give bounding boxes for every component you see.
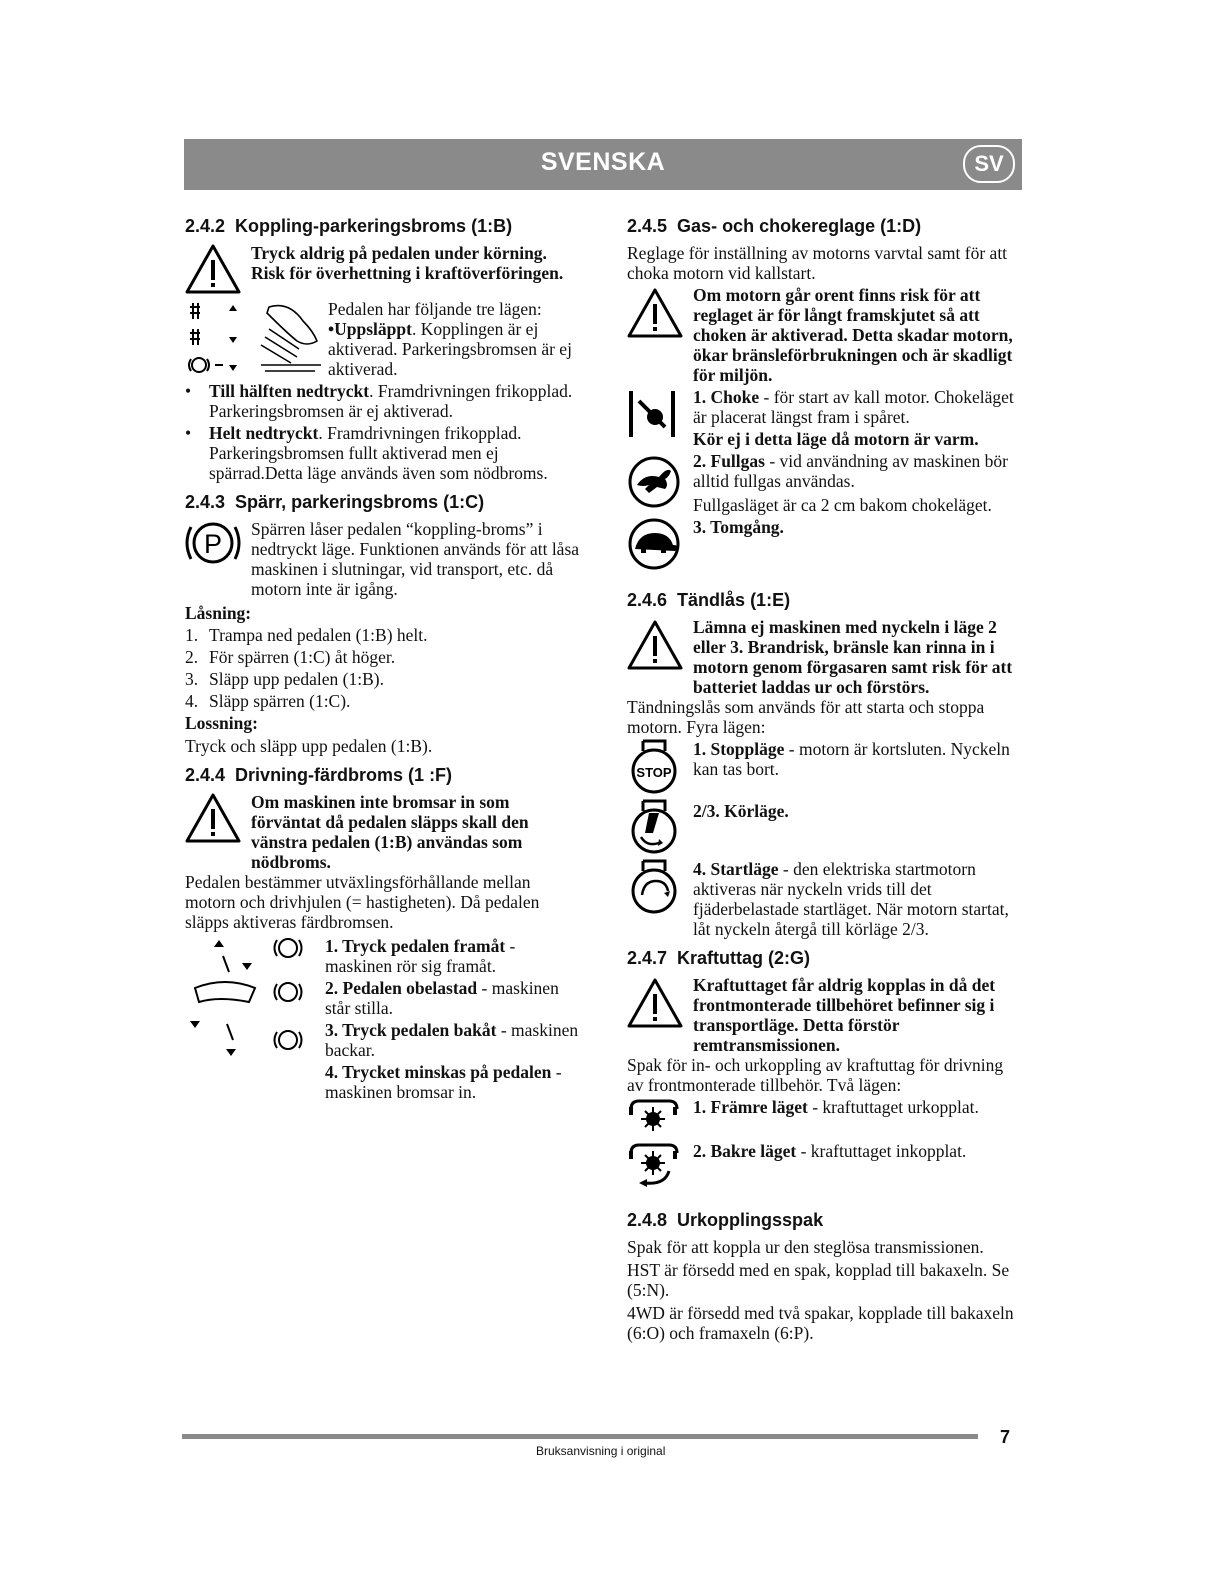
warning-triangle-icon [185,243,251,295]
pto-front-block [627,1097,1022,1133]
list-item: 4. Trycket minskas på pedalen - maskinen bromsar in. [325,1062,562,1102]
list-item: 2. För spärren (1:C) åt höger. [185,647,396,667]
start-position-block [627,859,1022,939]
drive-pedal-states [185,936,580,1102]
language-badge: SV [963,145,1015,183]
warning-text: Kraftuttaget får aldrig kopplas in då det frontmonterade tillbehöret befinner sig i transportläge. Detta förstör remtransmissionen. [693,975,996,1055]
tortoise-icon [627,517,693,571]
warning-triangle-icon [185,792,251,844]
footer-text: Bruksanvisning i original [536,1444,666,1458]
pto-front-text: 1. Främre läget - kraftuttaget urkopplat. [693,1097,979,1117]
pto-back-text: 2. Bakre läget - kraftuttaget inkopplat. [693,1141,967,1161]
parking-lock-text: Spärren låser pedalen “koppling-broms” i nedtryckt läge. Funktionen används för att låsa maskinen i slutningar, vid transport, etc. då motorn inte är igång. [251,519,580,599]
stop-position-block [627,739,1022,795]
lock-heading: Låsning: [185,603,252,623]
warning-text: Om motorn går orent finns risk för att reglaget är för långt framskjutet så att choken är aktiverad. Detta skadar motorn, ökar bränsleförbrukningen och är skadligt för miljön. [693,285,1013,385]
pedal-state-list [185,381,580,483]
choke-warning: Kör ej i detta läge då motorn är varm. [693,429,979,449]
left-column [185,215,580,1102]
section-heading-2-4-5: 2.4.5 Gas- och chokereglage (1:D) [627,216,922,236]
list-item: • Helt nedtryckt. Framdrivningen frikopplad. Parkeringsbromsen fullt aktiverad men ej spärrad.Detta läge används även som nödbroms. [185,423,580,483]
full-throttle-note: Fullgasläget är ca 2 cm bakom chokeläget. [693,495,992,515]
run-key-icon [627,799,693,855]
stop-key-icon [627,739,693,795]
warning-text: Tryck aldrig på pedalen under körning. Risk för överhettning i kraftöverföringen. [251,243,564,283]
full-throttle-text: 2. Fullgas - vid användning av maskinen bör alltid fullgas användas. [693,451,1008,491]
warning-text: Lämna ej maskinen med nyckeln i läge 2 eller 3. Brandrisk, bränsle kan rinna in i motorn genom förgasaren samt risk för att batteriet laddas ur och förstörs. [693,617,1013,697]
section-heading-2-4-3: 2.4.3 Spärr, parkeringsbroms (1:C) [185,492,485,512]
section-heading-2-4-4: 2.4.4 Drivning-färdbroms (1 :F) [185,765,453,785]
svg-text:P: P [203,529,223,559]
page-header [184,139,1022,190]
idle-block [627,517,1022,571]
pto-intro: Spak för in- och urkoppling av kraftuttag för drivning av frontmonterade tillbehör. Två lägen: [627,1055,1004,1095]
warning-block [627,617,1022,697]
start-key-icon [627,859,693,915]
list-item: 3. Tryck pedalen bakåt - maskinen backar. [325,1020,579,1060]
warning-triangle-icon [627,285,693,339]
parking-lock-block [185,519,580,599]
section-heading-2-4-6: 2.4.6 Tändlås (1:E) [627,590,791,610]
choke-block [627,387,1022,449]
pedal-states-text: Pedalen har följande tre lägen: •Uppsläppt. Kopplingen är ej aktiverad. Parkeringsbromsen är ej aktiverad. [328,299,572,379]
pedal-states [185,299,580,379]
release-lever-p1: Spak för att koppla ur den steglösa transmissionen. [627,1237,984,1257]
list-item: 1. Tryck pedalen framåt - maskinen rör sig framåt. [325,936,516,976]
right-column [627,215,1022,1343]
idle-text: 3. Tomgång. [693,517,784,537]
run-position-text: 2/3. Körläge. [693,801,789,821]
list-item: 4. Släpp spärren (1:C). [185,691,351,711]
list-item: • Till hälften nedtryckt. Framdrivningen frikopplad. Parkeringsbromsen är ej aktiverad. [185,381,580,421]
warning-block [627,285,1022,385]
throttle-intro: Reglage för inställning av motorns varvtal samt för att choka motorn vid kallstart. [627,243,1008,283]
drive-pedal-items [325,936,580,1102]
choke-icon [627,387,693,441]
warning-block [627,975,1022,1055]
hare-icon [627,451,693,509]
drive-pedal-text: Pedalen bestämmer utväxlingsförhållande mellan motorn och drivhjulen (= hastigheten). Då pedalen släpps aktiveras färdbromsen. [185,872,540,932]
pto-back-block [627,1141,1022,1189]
stop-position-text: 1. Stoppläge - motorn är kortsluten. Nyckeln kan tas bort. [693,739,1010,779]
run-position-block [627,799,1022,855]
list-item: 1. Trampa ned pedalen (1:B) helt. [185,625,428,645]
section-heading-2-4-2: 2.4.2 Koppling-parkeringsbroms (1:B) [185,216,513,236]
release-lever-p3: 4WD är försedd med två spakar, kopplade till bakaxeln (6:O) och framaxeln (6:P). [627,1303,1014,1343]
section-heading-2-4-7: 2.4.7 Kraftuttag (2:G) [627,948,811,968]
section-heading-2-4-8: 2.4.8 Urkopplingsspak [627,1210,824,1230]
parking-brake-icon [185,519,251,567]
warning-triangle-icon [627,617,693,671]
warning-block [185,792,580,872]
footer-rule [182,1434,978,1439]
release-text: Tryck och släpp upp pedalen (1:B). [185,736,433,756]
choke-text: 1. Choke - för start av kall motor. Chokeläget är placerat längst fram i spåret. [693,387,1014,427]
pto-engaged-icon [627,1141,693,1189]
release-lever-p2: HST är försedd med en spak, kopplad till bakaxeln. Se (5:N). [627,1260,1010,1300]
warning-triangle-icon [627,975,693,1029]
start-position-text: 4. Startläge - den elektriska startmotorn aktiveras när nyckeln vrids till det fjäderbelastade startläget. När motorn startat, låt nyckeln återgå till körläge 2/3. [693,859,1009,939]
ignition-intro: Tändningslås som används för att starta och stoppa motorn. Fyra lägen: [627,697,985,737]
warning-block [185,243,580,295]
language-title: SVENSKA [540,148,666,176]
list-item: 2. Pedalen obelastad - maskinen står stilla. [325,978,559,1018]
full-throttle-block [627,451,1022,515]
pto-disengaged-icon [627,1097,693,1133]
list-item: 3. Släpp upp pedalen (1:B). [185,669,384,689]
page-number: 7 [1000,1427,1011,1447]
stop-icon-label: STOP [636,765,672,780]
warning-text: Om maskinen inte bromsar in som förväntat då pedalen släpps skall den vänstra pedalen (1:B) användas som nödbroms. [251,792,529,872]
drive-pedal-icon [185,936,325,1060]
release-heading: Lossning: [185,713,258,733]
lock-steps [185,625,580,711]
pedal-positions-icon [185,299,328,377]
